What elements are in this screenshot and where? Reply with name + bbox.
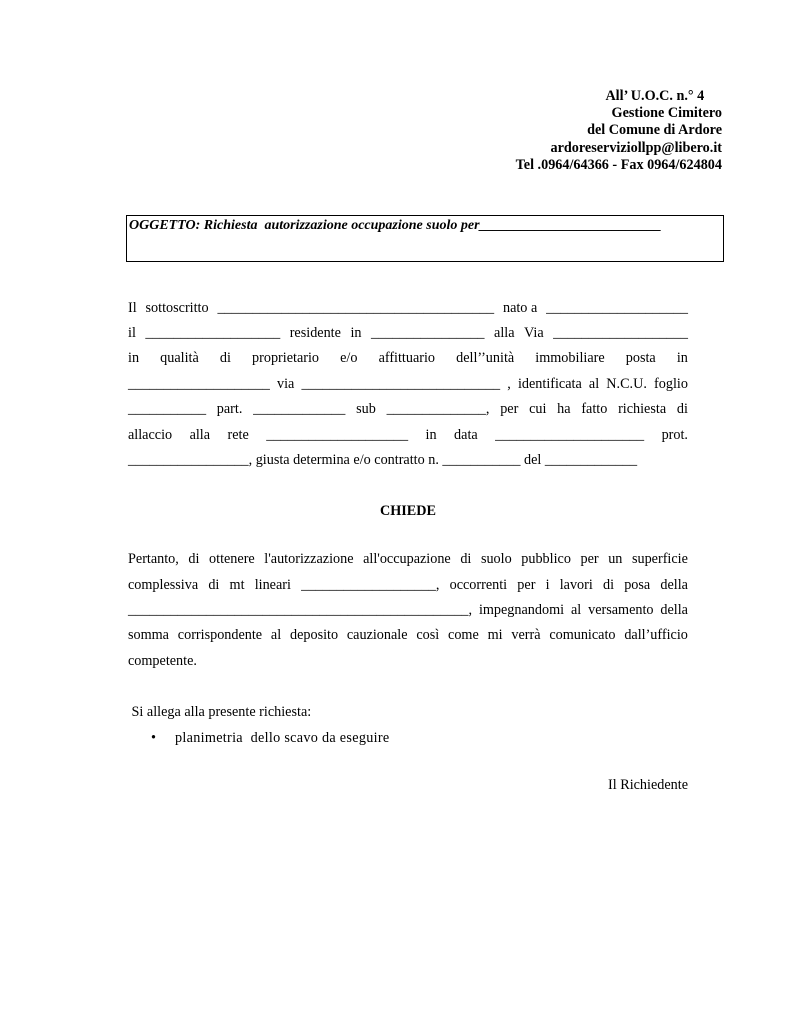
word: per <box>517 577 536 593</box>
blank-field: _______________________________________ <box>217 300 495 316</box>
word: lavori <box>559 577 593 593</box>
word: affittuario <box>378 350 436 366</box>
word: come <box>448 627 479 643</box>
blank-field: ___________ <box>128 401 207 417</box>
word: ha <box>557 401 571 417</box>
word: residente <box>289 325 341 341</box>
word: via <box>277 376 295 392</box>
word: fatto <box>581 401 608 417</box>
blank-field: ________________ <box>371 325 485 341</box>
word: i <box>545 577 550 593</box>
body-line-7: _________________, giusta determina e/o contratto n. ___________ del _____________ <box>128 452 638 468</box>
body-line-3 <box>128 349 688 367</box>
body-line-4 <box>128 375 688 393</box>
word: , <box>507 376 511 392</box>
request-line-5: competente. <box>128 653 197 669</box>
chiede-heading: CHIEDE <box>380 503 436 519</box>
attachments-intro: Si allega alla presente richiesta: <box>128 704 312 720</box>
blank-field: ________________________________________________, <box>128 602 473 618</box>
word: di <box>208 577 220 593</box>
word: dall’ufficio <box>624 627 688 643</box>
word: versamento <box>588 602 654 618</box>
word: lineari <box>254 577 291 593</box>
addressee-phone-fax: Tel .0964/64366 - Fax 0964/624804 <box>515 156 722 173</box>
word: al <box>570 602 582 618</box>
word: allaccio <box>128 427 173 443</box>
word: richiesta <box>618 401 667 417</box>
word: alla <box>189 427 211 443</box>
word: di <box>676 401 688 417</box>
word: somma <box>128 627 169 643</box>
addressee-line: All’ U.O.C. n.° 4 <box>605 88 722 104</box>
blank-field: ___________________ <box>145 325 281 341</box>
word: posa <box>624 577 651 593</box>
addressee-block <box>516 88 722 174</box>
word: qualità <box>160 350 199 366</box>
addressee-line: del Comune di Ardore <box>587 122 722 139</box>
blank-field: ___________________ <box>553 325 688 341</box>
subject-line: OGGETTO: Richiesta autorizzazione occupazione suolo per__________________________ <box>129 218 662 233</box>
word: Pertanto, <box>128 551 179 567</box>
body-line-6 <box>128 426 688 444</box>
word: al <box>270 627 282 643</box>
word: posta <box>625 350 656 366</box>
word: il <box>128 325 136 341</box>
word: part. <box>216 401 243 417</box>
word: di <box>460 551 472 567</box>
word: di <box>602 577 615 593</box>
word: sub <box>356 401 376 417</box>
attachment-list-item <box>151 729 389 747</box>
addressee-line: Gestione Cimitero <box>611 105 722 122</box>
word: N.C.U. <box>606 376 647 392</box>
word: sottoscritto <box>145 300 209 316</box>
body-line-1 <box>128 299 688 317</box>
word: ottenere <box>209 551 255 567</box>
word: in <box>128 350 140 366</box>
blank-field: ____________________ <box>266 427 409 443</box>
blank-field: ___________________, <box>301 577 440 593</box>
word: occorrenti <box>449 577 508 593</box>
word: dell’’unità <box>456 350 515 366</box>
word: di <box>219 350 231 366</box>
word: data <box>454 427 478 443</box>
bullet-icon: • <box>151 730 157 746</box>
blank-field: ____________________________ <box>301 376 501 392</box>
word: mi <box>487 627 503 643</box>
word: deposito <box>289 627 339 643</box>
subject-box <box>126 215 724 262</box>
word: l'autorizzazione <box>264 551 354 567</box>
word: cauzionale <box>346 627 408 643</box>
word: così <box>416 627 440 643</box>
blank-field: ____________________ <box>546 300 688 316</box>
word: e/o <box>340 350 358 366</box>
signature-label: Il Richiedente <box>608 777 688 793</box>
blank-field: ______________, <box>386 401 490 417</box>
blank-field: _____________________ <box>495 427 645 443</box>
word: comunicato <box>549 627 616 643</box>
body-line-5 <box>128 400 688 418</box>
word: rete <box>227 427 249 443</box>
word: della <box>660 577 688 593</box>
word: per <box>500 401 519 417</box>
addressee-email: ardoreserviziollpp@libero.it <box>550 139 722 156</box>
word: di <box>188 551 200 567</box>
blank-field: ____________________ <box>128 376 270 392</box>
attachment-item-text: planimetria dello scavo da eseguire <box>175 730 390 746</box>
request-line-3 <box>128 601 688 619</box>
word: per <box>580 551 599 567</box>
word: superficie <box>631 551 688 567</box>
word: foglio <box>654 376 688 392</box>
word: alla <box>494 325 515 341</box>
request-line-4 <box>128 626 688 644</box>
word: mt <box>229 577 245 593</box>
word: al <box>588 376 600 392</box>
request-line-1 <box>128 550 688 568</box>
word: prot. <box>661 427 688 443</box>
request-line-2 <box>128 576 688 594</box>
word: in <box>425 427 437 443</box>
word: un <box>608 551 623 567</box>
body-line-2 <box>128 324 688 342</box>
word: cui <box>529 401 547 417</box>
word: in <box>350 325 362 341</box>
word: della <box>660 602 688 618</box>
word: pubblico <box>521 551 571 567</box>
word: Il <box>128 300 137 316</box>
blank-field: _____________ <box>253 401 346 417</box>
word: in <box>676 350 688 366</box>
word: verrà <box>511 627 541 643</box>
word: identificata <box>517 376 582 392</box>
word: all'occupazione <box>363 551 451 567</box>
word: proprietario <box>252 350 319 366</box>
word: suolo <box>480 551 512 567</box>
word: impegnandomi <box>478 602 565 618</box>
word: corrispondente <box>177 627 263 643</box>
word: nato a <box>502 300 538 316</box>
word: Via <box>524 325 544 341</box>
word: complessiva <box>128 577 199 593</box>
word: immobiliare <box>535 350 605 366</box>
